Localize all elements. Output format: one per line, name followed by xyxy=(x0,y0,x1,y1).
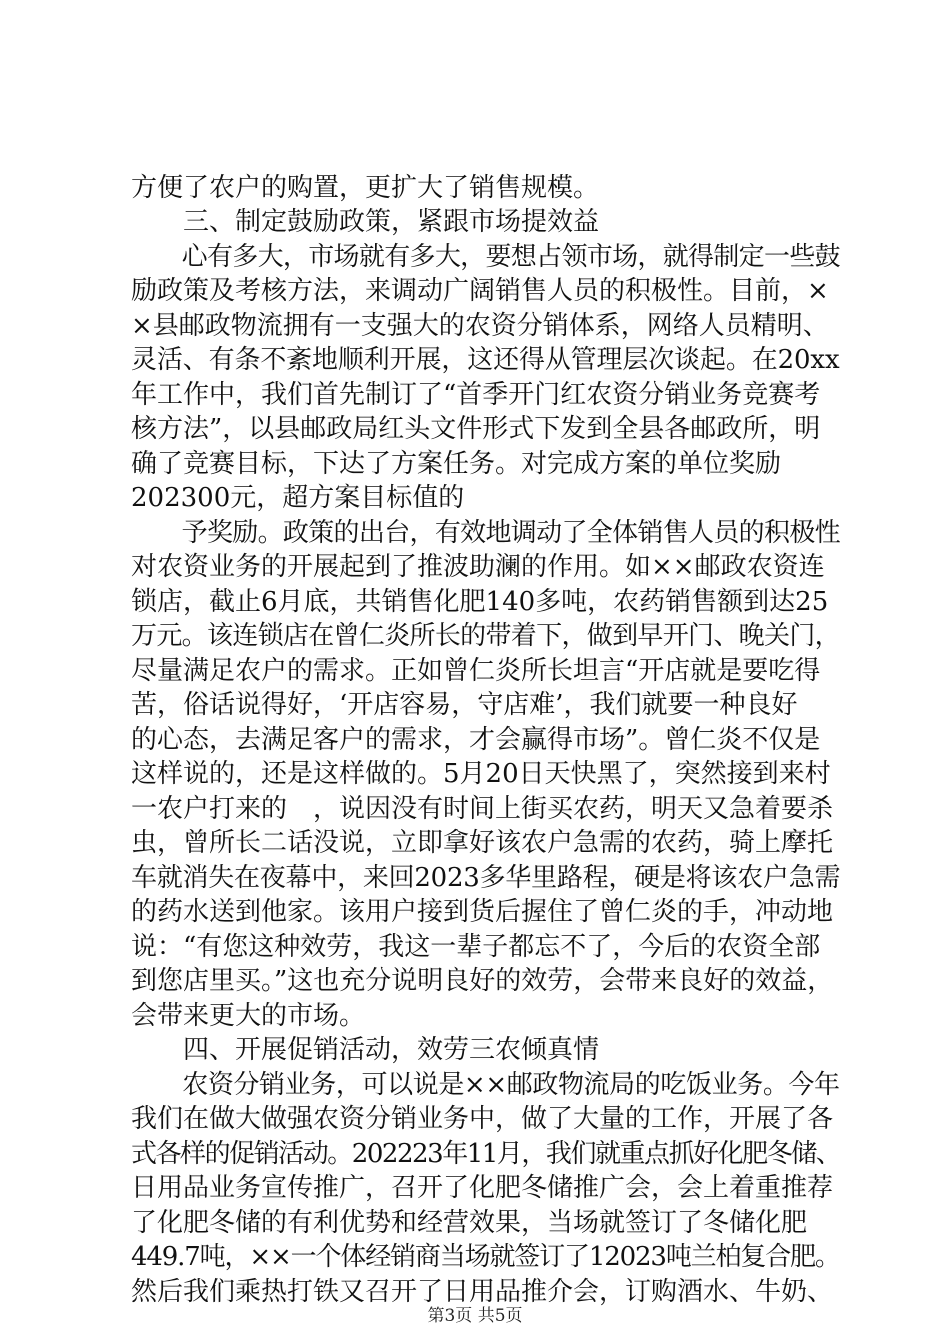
text-line: 说：“有您这种效劳，我这一辈子都忘不了，今后的农资全部 xyxy=(131,932,821,962)
text-line: 灵活、有条不紊地顺利开展，这还得从管理层次谈起。在20xx xyxy=(131,345,840,375)
text-line: 车就消失在夜幕中，来回2023多华里路程，硬是将该农户急需 xyxy=(131,863,841,893)
text-line: 的心态，去满足客户的需求，才会赢得市场”。曾仁炎不仅是 xyxy=(131,725,821,755)
text-line: 会带来更大的市场。 xyxy=(131,1001,366,1031)
text-line: 到您店里买。”这也充分说明良好的效劳，会带来良好的效益， xyxy=(131,966,834,996)
text-line: 励政策及考核方法，来调动广阔销售人员的积极性。目前，× xyxy=(131,276,829,306)
text-line: 这样说的，还是这样做的。5月20日天快黑了，突然接到来村 xyxy=(131,759,831,789)
section-heading: 三、制定鼓励政策，紧跟市场提效益 xyxy=(131,207,600,237)
text-line: 式各样的促销活动。202223年11月，我们就重点抓好化肥冬储、 xyxy=(131,1139,841,1169)
text-line: 心有多大，市场就有多大，要想占领市场，就得制定一些鼓 xyxy=(131,242,840,272)
text-line: 年工作中，我们首先制订了“首季开门红农资分销业务竞赛考 xyxy=(131,380,821,410)
text-line: 尽量满足农户的需求。正如曾仁炎所长坦言“开店就是要吃得 xyxy=(131,656,821,686)
text-line: 核方法”，以县邮政局红头文件形式下发到全县各邮政所，明 xyxy=(131,414,821,444)
text-line: ×县邮政物流拥有一支强大的农资分销体系，网络人员精明、 xyxy=(131,311,829,341)
text-line: 然后我们乘热打铁又召开了日用品推介会，订购酒水、牛奶、 xyxy=(131,1277,834,1307)
text-line: 万元。该连锁店在曾仁炎所长的带着下，做到早开门、晚关门， xyxy=(131,621,840,651)
text-line: 方便了农户的购置，更扩大了销售规模。 xyxy=(131,173,600,203)
text-line: 了化肥冬储的有利优势和经营效果，当场就签订了冬储化肥 xyxy=(131,1208,808,1238)
text-line: 我们在做大做强农资分销业务中，做了大量的工作，开展了各 xyxy=(131,1104,834,1134)
text-line: 一农户打来的 ，说因没有时间上街买农药，明天又急着要杀 xyxy=(131,794,834,824)
text-line: 锁店，截止6月底，共销售化肥140多吨，农药销售额到达25 xyxy=(131,587,829,617)
section-heading: 四、开展促销活动，效劳三农倾真情 xyxy=(131,1035,600,1065)
text-line: 202300元，超方案目标值的 xyxy=(131,483,465,513)
text-line: 虫，曾所长二话没说，立即拿好该农户急需的农药，骑上摩托 xyxy=(131,828,834,858)
text-line: 农资分销业务，可以说是××邮政物流局的吃饭业务。今年 xyxy=(131,1070,840,1100)
text-line: 对农资业务的开展起到了推波助澜的作用。如××邮政农资连 xyxy=(131,552,825,582)
text-line: 449.7吨，××一个体经销商当场就签订了12023吨兰柏复合肥。 xyxy=(131,1242,840,1272)
text-line: 予奖励。政策的出台，有效地调动了全体销售人员的积极性 xyxy=(131,518,840,548)
text-line: 确了竞赛目标，下达了方案任务。对完成方案的单位奖励 xyxy=(131,449,782,479)
text-line: 的药水送到他家。该用户接到货后握住了曾仁炎的手，冲动地 xyxy=(131,897,834,927)
text-line: 日用品业务宣传推广，召开了化肥冬储推广会，会上着重推荐 xyxy=(131,1173,834,1203)
text-line: 苦，俗话说得好，‘开店容易，守店难’，我们就要一种良好 xyxy=(131,690,798,720)
page-number-footer: 第3页 共5页 xyxy=(427,1306,523,1326)
